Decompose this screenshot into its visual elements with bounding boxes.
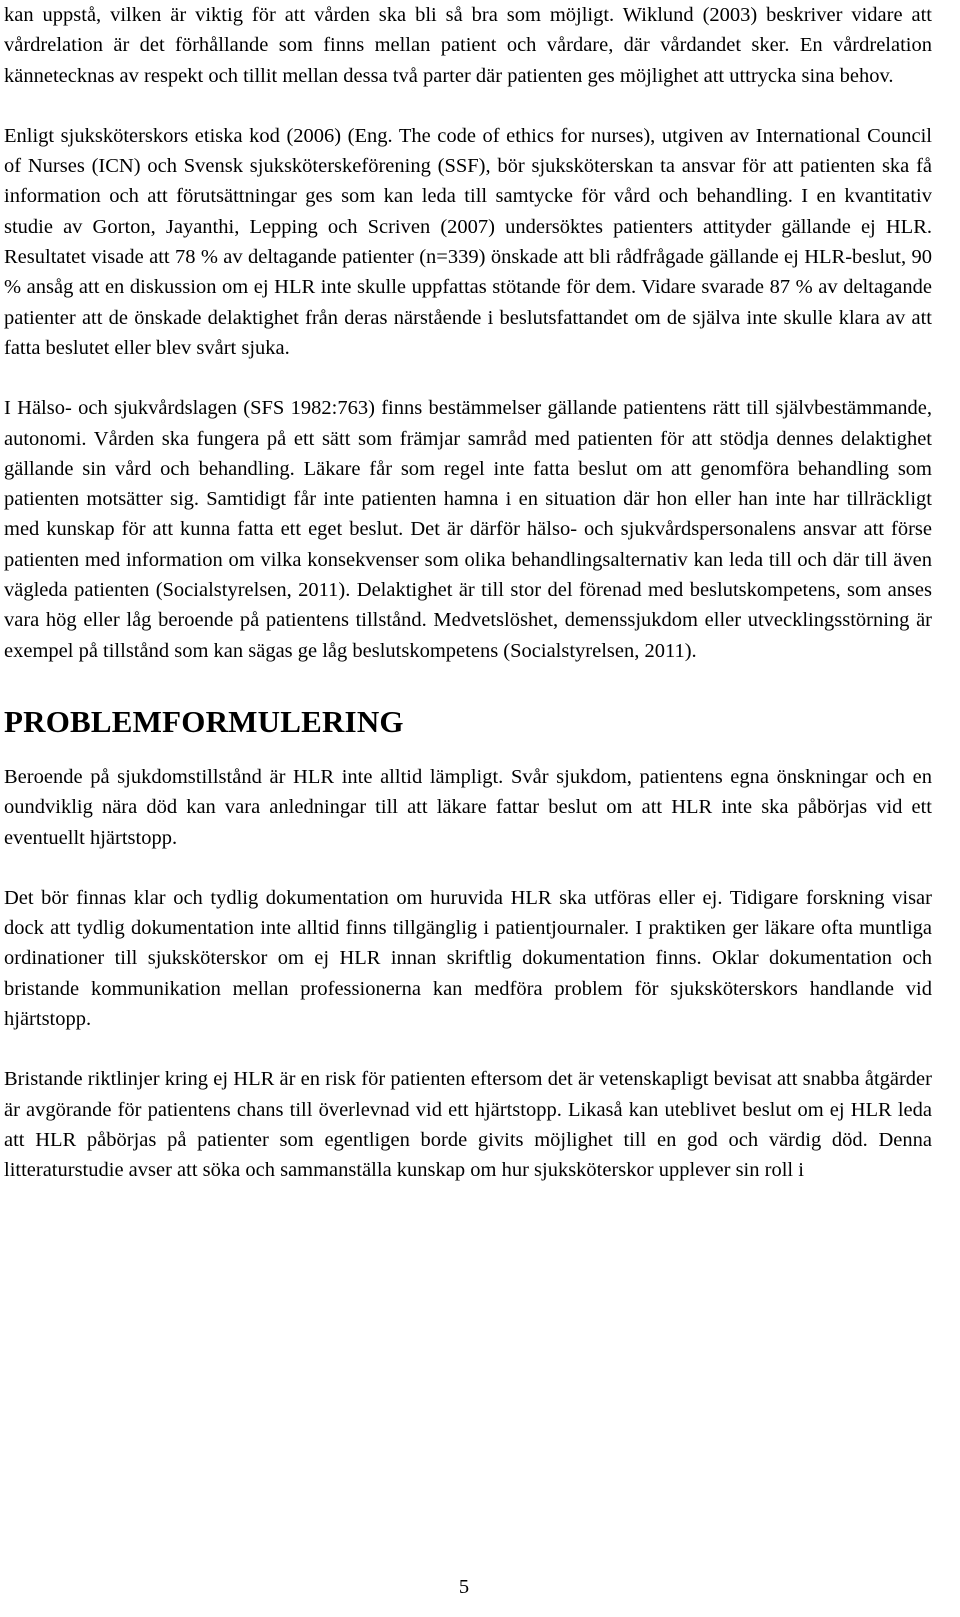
paragraph-halso-sjukvardslagen: I Hälso- och sjukvårdslagen (SFS 1982:763) finns bestämmelser gällande patientens rätt till självbestämmande, autonomi. Vården ska fungera på ett sätt som främjar samråd med patienten för att stödja dennes delaktighet gällande sin vård och behandling. Läkare får som regel inte fatta beslut om att genomföra behandling som patienten motsätter sig. Samtidigt får inte patienten hamna i en situation där hon eller han inte har tillräckligt med kunskap för att kunna fatta ett eget beslut. Det är därför hälso- och sjukvårdspersonalens ansvar att förse patienten med information om vilka konsekvenser som olika behandlingsalternativ kan leda till och där till även vägleda patienten (Socialstyrelsen, 2011). Delaktighet är till stor del förenad med beslutskompetens, som anses vara hög eller låg beroende på patientens tillstånd. Medvetslöshet, demenssjukdom eller utvecklingsstörning är exempel på tillstånd som kan sägas ge låg beslutskompetens (Socialstyrelsen, 2011).	[4, 397, 932, 662]
paragraph-riktlinjer: Bristande riktlinjer kring ej HLR är en risk för patienten eftersom det är vetenskapligt bevisat att snabba åtgärder är avgörande för patientens chans till överlevnad vid ett hjärtstopp. Likaså kan uteblivet beslut om ej HLR leda att HLR påbörjas på patienter som egentligen borde givits möjlighet till en god och värdig död. Denna litteraturstudie avser att söka och sammanställa kunskap om hur sjuksköterskor upplever sin roll i	[4, 1068, 932, 1182]
paragraph-etiska-kod: Enligt sjuksköterskors etiska kod (2006) (Eng. The code of ethics for nurses), utgiven av International Council of Nurses (ICN) och Svensk sjuksköterskeförening (SSF), bör sjuksköterskan ta ansvar för att patienten ska få information och att förutsättningar ges som kan leda till samtycke för vård och behandling. I en kvantitativ studie av Gorton, Jayanthi, Lepping och Scriven (2007) undersöktes patienters attityder gällande ej HLR. Resultatet visade att 78 % av deltagande patienter (n=339) önskade att bli rådfrågade gällande ej HLR-beslut, 90 % ansåg att en diskussion om ej HLR inte skulle uppfattas stötande för dem. Vidare svarade 87 % av deltagande patienter att de önskade delaktighet från deras närstående i beslutsfattandet om de själva inte skulle klara av att fatta beslutet eller blev svårt sjuka.	[4, 124, 932, 359]
paragraph-dokumentation: Det bör finnas klar och tydlig dokumentation om huruvida HLR ska utföras eller ej. Tidigare forskning visar dock att tydlig dokumentation inte alltid finns tillgänglig i patientjournaler. I praktiken ger läkare ofta muntliga ordinationer till sjuksköterskor om ej HLR innan skriftlig dokumentation finns. Oklar dokumentation och bristande kommunikation mellan professionerna kan medföra problem för sjuksköterskors handlande vid hjärtstopp.	[4, 886, 932, 1031]
page-number: 5	[458, 1576, 470, 1598]
document-page	[4, 0, 932, 1186]
paragraph-vardrelation: kan uppstå, vilken är viktig för att vården ska bli så bra som möjligt. Wiklund (2003) beskriver vidare att vårdrelation är det förhållande som finns mellan patient och vårdare, där vårdandet sker. En vårdrelation kännetecknas av respekt och tillit mellan dessa två parter där patienten ges möjlighet att uttrycka sina behov.	[4, 4, 932, 87]
section-heading: PROBLEMFORMULERING	[4, 703, 404, 739]
paragraph-sjukdomstillstand: Beroende på sjukdomstillstånd är HLR inte alltid lämpligt. Svår sjukdom, patientens egna önskningar och en oundviklig nära död kan vara anledningar till att läkare fattar beslut om att HLR inte ska påbörjas vid ett eventuellt hjärtstopp.	[4, 765, 932, 849]
